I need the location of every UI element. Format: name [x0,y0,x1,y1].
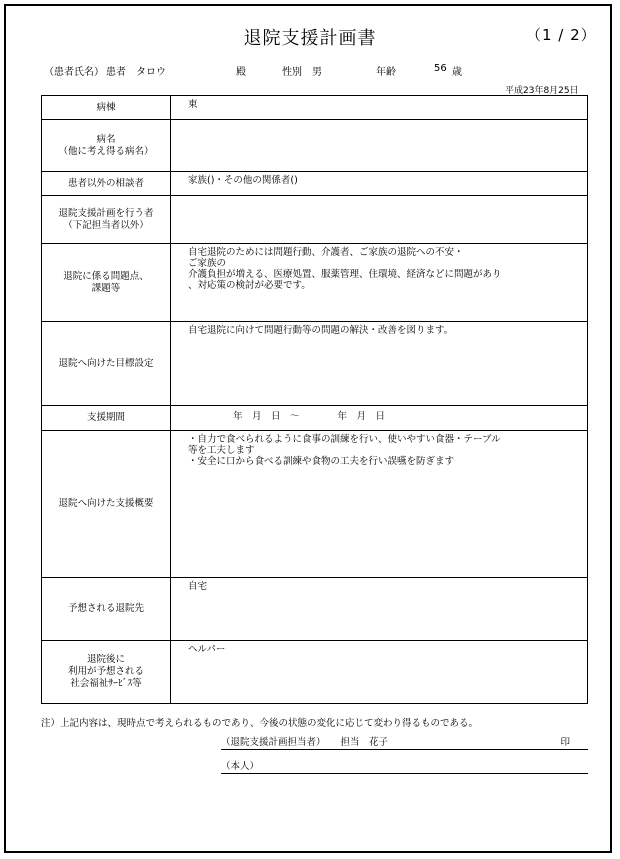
page-number: （1 / 2） [526,26,597,44]
table-row [42,172,588,196]
table-row [42,431,588,578]
age-value: 56 [434,63,447,74]
row-value [171,196,588,244]
row-label: 退院へ向けた支援概要 [42,431,171,578]
gender-label: 性別 [282,67,302,78]
row-label: 退院へ向けた目標設定 [42,322,171,406]
row-label: 病棟 [42,96,171,120]
row-value: 家族()・その他の関係者() [171,172,588,196]
table-row [42,322,588,406]
table-row [42,641,588,704]
gender-value: 男 [312,67,322,78]
patient-signature-line [221,758,588,774]
row-label: 患者以外の相談者 [42,172,171,196]
document-date: 平成23年8月25日 [505,86,579,96]
row-value: 自宅退院のためには問題行動、介護者、ご家族の退院への不安・ ご家族の 介護負担が増える、医療処置、服薬管理、住環境、経済などに問題があり 、対応策の検討が必要です。 [171,244,588,322]
staff-name: 担当 花子 [340,737,389,748]
row-label: 病名 （他に考え得る病名） [42,120,171,172]
honorific: 殿 [236,67,246,78]
row-label: 退院後に 利用が予想される 社会福祉ｻｰﾋﾞｽ等 [42,641,171,704]
age-label: 年齢 [376,67,396,78]
staff-signature-line [221,734,588,750]
table-row [42,196,588,244]
row-value: 自宅 [171,578,588,641]
row-value: ヘルパー [171,641,588,704]
self-label: （本人） [221,761,260,772]
row-value [171,120,588,172]
table-row [42,120,588,172]
table-row [42,244,588,322]
table-row [42,406,588,431]
row-label: 退院に係る問題点、 課題等 [42,244,171,322]
row-label: 支援期間 [42,406,171,431]
discharge-plan-table [41,95,588,704]
row-value: 年 月 日 ～ 年 月 日 [171,406,588,431]
row-label: 退院支援計画を行う者 （下記担当者以外） [42,196,171,244]
age-unit: 歳 [452,67,462,78]
row-label: 予想される退院先 [42,578,171,641]
seal-mark: 印 [560,737,570,748]
row-value: 自宅退院に向けて問題行動等の問題の解決・改善を図ります。 [171,322,588,406]
footnote: 注）上記内容は、現時点で考えられるものであり、今後の状態の変化に応じて変わり得るものである。 [41,718,479,729]
table-row [42,96,588,120]
row-value: ・自力で食べられるように食事の訓練を行い、使いやすい食器・テーブル 等を工夫します ・安全に口から食べる訓練や食物の工夫を行い誤嚥を防ぎます [171,431,588,578]
row-value: 東 [171,96,588,120]
staff-label: （退院支援計画担当者） [221,737,326,748]
document-title: 退院支援計画書 [243,28,377,49]
table-row [42,578,588,641]
patient-label: （患者氏名） [44,67,104,78]
patient-name: 患者 タロウ [106,67,166,78]
